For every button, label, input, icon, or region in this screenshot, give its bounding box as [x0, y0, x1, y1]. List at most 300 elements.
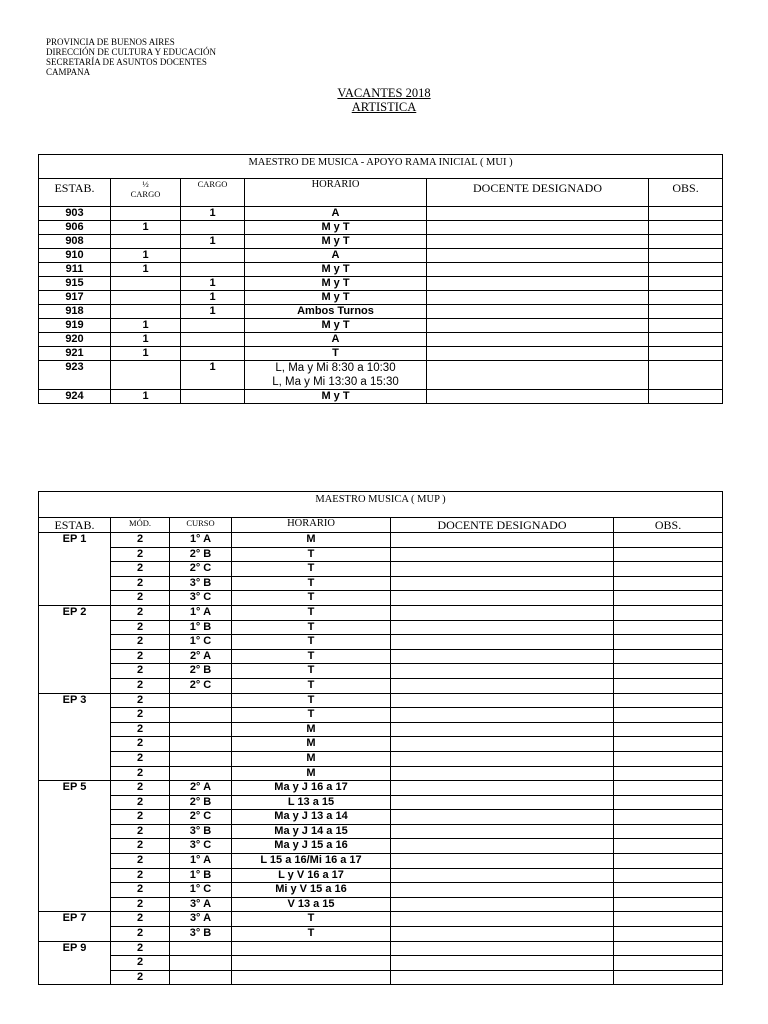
obs-cell	[649, 390, 723, 404]
table-row	[39, 591, 723, 606]
docente-cell	[427, 235, 649, 249]
col-obs: OBS.	[614, 518, 723, 533]
mod-cell: 2	[111, 781, 170, 796]
horario-cell: L 13 a 15	[232, 795, 391, 810]
half-cargo-cell	[111, 305, 181, 319]
curso-cell: 2° C	[170, 678, 232, 693]
obs-cell	[614, 970, 723, 985]
horario-cell: T	[232, 664, 391, 679]
obs-cell	[614, 839, 723, 854]
curso-cell: 1° C	[170, 883, 232, 898]
table-row	[39, 649, 723, 664]
table-row	[39, 207, 723, 221]
mod-cell: 2	[111, 766, 170, 781]
mod-cell: 2	[111, 547, 170, 562]
half-cargo-cell: 1	[111, 333, 181, 347]
curso-cell	[170, 693, 232, 708]
table-row	[39, 956, 723, 971]
mod-cell: 2	[111, 824, 170, 839]
docente-cell	[391, 562, 614, 577]
half-cargo-cell: 1	[111, 221, 181, 235]
docente-cell	[427, 361, 649, 390]
obs-cell	[614, 635, 723, 650]
table-row	[39, 941, 723, 956]
document-title	[0, 86, 768, 114]
horario-cell	[245, 277, 427, 291]
header-district: CAMPANA	[46, 67, 91, 77]
curso-cell	[170, 766, 232, 781]
curso-cell	[170, 956, 232, 971]
table-row	[39, 277, 723, 291]
mod-cell: 2	[111, 649, 170, 664]
docente-cell	[427, 319, 649, 333]
curso-cell: 3° B	[170, 824, 232, 839]
curso-cell: 2° A	[170, 781, 232, 796]
estab-cell: 917	[39, 291, 111, 305]
horario-line: M y T	[321, 390, 350, 402]
table-row	[39, 883, 723, 898]
curso-cell: 3° A	[170, 912, 232, 927]
horario-cell: V 13 a 15	[232, 897, 391, 912]
docente-cell	[427, 249, 649, 263]
table-row	[39, 912, 723, 927]
docente-cell	[391, 635, 614, 650]
horario-cell	[232, 956, 391, 971]
mod-cell: 2	[111, 883, 170, 898]
mup-body	[39, 533, 723, 985]
docente-cell	[391, 810, 614, 825]
header-secretary: SECRETARÍA DE ASUNTOS DOCENTES	[46, 57, 207, 67]
curso-cell: 1° B	[170, 620, 232, 635]
docente-cell	[427, 221, 649, 235]
obs-cell	[649, 235, 723, 249]
table-row	[39, 693, 723, 708]
cargo-cell	[181, 263, 245, 277]
docente-cell	[391, 956, 614, 971]
table-row	[39, 722, 723, 737]
mup-table	[38, 491, 723, 985]
title-line-2: ARTISTICA	[351, 100, 417, 114]
docente-cell	[427, 263, 649, 277]
mod-cell: 2	[111, 795, 170, 810]
cargo-cell	[181, 347, 245, 361]
col-docente: DOCENTE DESIGNADO	[391, 518, 614, 533]
cargo-cell: 1	[181, 361, 245, 390]
estab-cell: 903	[39, 207, 111, 221]
table-row	[39, 824, 723, 839]
mod-cell: 2	[111, 605, 170, 620]
docente-cell	[391, 678, 614, 693]
mod-cell: 2	[111, 678, 170, 693]
horario-cell: Ma y J 15 a 16	[232, 839, 391, 854]
table-row	[39, 576, 723, 591]
docente-cell	[391, 591, 614, 606]
horario-cell: Ma y J 16 a 17	[232, 781, 391, 796]
curso-cell	[170, 722, 232, 737]
col-estab: ESTAB.	[39, 518, 111, 533]
curso-cell	[170, 941, 232, 956]
curso-cell: 3° B	[170, 576, 232, 591]
curso-cell: 2° C	[170, 562, 232, 577]
docente-cell	[391, 605, 614, 620]
curso-cell	[170, 737, 232, 752]
docente-cell	[427, 347, 649, 361]
estab-cell: EP 1	[39, 533, 111, 606]
docente-cell	[391, 897, 614, 912]
horario-line: L, Ma y Mi 13:30 a 15:30	[272, 376, 399, 388]
table-row	[39, 839, 723, 854]
table-row	[39, 547, 723, 562]
obs-cell	[614, 562, 723, 577]
table-row	[39, 361, 723, 390]
obs-cell	[614, 620, 723, 635]
table-row	[39, 737, 723, 752]
col-horario: HORARIO	[245, 179, 427, 207]
mod-cell: 2	[111, 722, 170, 737]
mod-cell: 2	[111, 956, 170, 971]
col-horario: HORARIO	[232, 518, 391, 533]
docente-cell	[427, 305, 649, 319]
col-estab: ESTAB.	[39, 179, 111, 207]
curso-cell: 2° C	[170, 810, 232, 825]
horario-cell: T	[232, 620, 391, 635]
horario-cell	[245, 319, 427, 333]
horario-cell: Ma y J 13 a 14	[232, 810, 391, 825]
docente-cell	[391, 912, 614, 927]
docente-cell	[391, 576, 614, 591]
obs-cell	[649, 291, 723, 305]
horario-cell	[232, 941, 391, 956]
obs-cell	[614, 941, 723, 956]
curso-cell	[170, 970, 232, 985]
table-row	[39, 263, 723, 277]
horario-cell: T	[232, 591, 391, 606]
docente-cell	[391, 547, 614, 562]
mod-cell: 2	[111, 635, 170, 650]
table-row	[39, 533, 723, 548]
estab-cell: EP 2	[39, 605, 111, 693]
obs-cell	[614, 664, 723, 679]
curso-cell: 1° B	[170, 868, 232, 883]
horario-cell	[245, 333, 427, 347]
horario-cell: M	[232, 737, 391, 752]
docente-cell	[391, 781, 614, 796]
horario-line: A	[331, 333, 340, 345]
table-row	[39, 795, 723, 810]
curso-cell: 1° A	[170, 533, 232, 548]
table-row	[39, 235, 723, 249]
mod-cell: 2	[111, 868, 170, 883]
estab-cell: 915	[39, 277, 111, 291]
obs-cell	[614, 649, 723, 664]
cargo-cell: 1	[181, 235, 245, 249]
cargo-cell	[181, 221, 245, 235]
table-row	[39, 970, 723, 985]
cargo-cell: 1	[181, 277, 245, 291]
horario-line: M y T	[321, 263, 350, 275]
docente-cell	[391, 824, 614, 839]
table-row	[39, 319, 723, 333]
horario-cell: L 15 a 16/Mi 16 a 17	[232, 854, 391, 869]
col-docente: DOCENTE DESIGNADO	[427, 179, 649, 207]
table-row	[39, 664, 723, 679]
estab-cell: 906	[39, 221, 111, 235]
horario-line: T	[332, 347, 339, 359]
estab-cell: 908	[39, 235, 111, 249]
horario-cell	[245, 235, 427, 249]
obs-cell	[614, 897, 723, 912]
obs-cell	[649, 361, 723, 390]
mod-cell: 2	[111, 897, 170, 912]
header-province: PROVINCIA DE BUENOS AIRES	[46, 37, 175, 47]
col-half-label: CARGO	[130, 189, 161, 199]
table-row	[39, 333, 723, 347]
cargo-cell: 1	[181, 305, 245, 319]
obs-cell	[649, 207, 723, 221]
half-cargo-cell	[111, 235, 181, 249]
docente-cell	[427, 390, 649, 404]
obs-cell	[649, 305, 723, 319]
horario-cell	[245, 263, 427, 277]
curso-cell: 1° A	[170, 605, 232, 620]
docente-cell	[391, 927, 614, 942]
estab-cell: EP 5	[39, 781, 111, 912]
estab-cell: 920	[39, 333, 111, 347]
obs-cell	[614, 576, 723, 591]
title-line-1: VACANTES 2018	[337, 86, 431, 100]
mod-cell: 2	[111, 854, 170, 869]
half-cargo-cell	[111, 207, 181, 221]
estab-cell: 919	[39, 319, 111, 333]
obs-cell	[614, 766, 723, 781]
col-mod: MÓD.	[111, 518, 170, 533]
curso-cell: 2° B	[170, 795, 232, 810]
docente-cell	[427, 207, 649, 221]
cargo-cell	[181, 319, 245, 333]
estab-cell: 911	[39, 263, 111, 277]
horario-cell: T	[232, 678, 391, 693]
docente-cell	[427, 277, 649, 291]
docente-cell	[391, 722, 614, 737]
docente-cell	[391, 708, 614, 723]
table-row	[39, 897, 723, 912]
half-cargo-cell	[111, 361, 181, 390]
curso-cell: 2° A	[170, 649, 232, 664]
horario-cell: Mi y V 15 a 16	[232, 883, 391, 898]
table-row	[39, 635, 723, 650]
table-row	[39, 868, 723, 883]
mod-cell: 2	[111, 591, 170, 606]
docente-cell	[391, 620, 614, 635]
estab-cell: EP 9	[39, 941, 111, 985]
docente-cell	[391, 649, 614, 664]
mod-cell: 2	[111, 576, 170, 591]
table-row	[39, 305, 723, 319]
docente-cell	[391, 868, 614, 883]
docente-cell	[427, 291, 649, 305]
docente-cell	[391, 795, 614, 810]
curso-cell	[170, 751, 232, 766]
estab-cell: 923	[39, 361, 111, 390]
obs-cell	[614, 605, 723, 620]
obs-cell	[614, 722, 723, 737]
horario-line: M y T	[321, 319, 350, 331]
obs-cell	[614, 547, 723, 562]
obs-cell	[614, 678, 723, 693]
cargo-cell: 1	[181, 291, 245, 305]
table-row	[39, 620, 723, 635]
horario-cell: M	[232, 722, 391, 737]
horario-cell: T	[232, 635, 391, 650]
obs-cell	[614, 591, 723, 606]
mup-caption: MAESTRO MUSICA ( MUP )	[39, 492, 723, 518]
half-cargo-cell: 1	[111, 263, 181, 277]
obs-cell	[649, 249, 723, 263]
mod-cell: 2	[111, 737, 170, 752]
curso-cell: 1° C	[170, 635, 232, 650]
obs-cell	[614, 927, 723, 942]
obs-cell	[614, 868, 723, 883]
obs-cell	[614, 795, 723, 810]
col-obs: OBS.	[649, 179, 723, 207]
horario-cell	[245, 221, 427, 235]
col-half-symbol: ½	[142, 179, 149, 189]
curso-cell	[170, 708, 232, 723]
obs-cell	[614, 751, 723, 766]
half-cargo-cell: 1	[111, 319, 181, 333]
mod-cell: 2	[111, 620, 170, 635]
mod-cell: 2	[111, 941, 170, 956]
header-direction: DIRECCIÓN DE CULTURA Y EDUCACIÓN	[46, 47, 217, 57]
mui-caption: MAESTRO DE MUSICA - APOYO RAMA INICIAL ( MUI )	[39, 155, 723, 179]
table-row	[39, 751, 723, 766]
mod-cell: 2	[111, 693, 170, 708]
horario-line: A	[331, 249, 340, 261]
docente-cell	[391, 839, 614, 854]
horario-cell: T	[232, 927, 391, 942]
estab-cell: EP 3	[39, 693, 111, 781]
mod-cell: 2	[111, 533, 170, 548]
estab-cell: 924	[39, 390, 111, 404]
obs-cell	[649, 221, 723, 235]
table-row	[39, 390, 723, 404]
curso-cell: 2° B	[170, 547, 232, 562]
docente-cell	[391, 737, 614, 752]
table-row	[39, 854, 723, 869]
col-cargo: CARGO	[181, 179, 245, 207]
obs-cell	[614, 912, 723, 927]
curso-cell: 3° A	[170, 897, 232, 912]
table-row	[39, 605, 723, 620]
obs-cell	[614, 533, 723, 548]
table-row	[39, 291, 723, 305]
obs-cell	[614, 854, 723, 869]
horario-cell: Ma y J 14 a 15	[232, 824, 391, 839]
half-cargo-cell	[111, 291, 181, 305]
half-cargo-cell	[111, 277, 181, 291]
obs-cell	[614, 883, 723, 898]
horario-line: M y T	[321, 277, 350, 289]
obs-cell	[649, 277, 723, 291]
horario-cell: T	[232, 649, 391, 664]
curso-cell: 2° B	[170, 664, 232, 679]
horario-cell: M	[232, 533, 391, 548]
table-row	[39, 249, 723, 263]
mod-cell: 2	[111, 970, 170, 985]
table-row	[39, 678, 723, 693]
horario-line: M y T	[321, 221, 350, 233]
estab-cell: EP 7	[39, 912, 111, 941]
mod-cell: 2	[111, 810, 170, 825]
docente-cell	[391, 854, 614, 869]
cargo-cell	[181, 249, 245, 263]
horario-cell: T	[232, 547, 391, 562]
col-curso: CURSO	[170, 518, 232, 533]
docente-cell	[391, 970, 614, 985]
curso-cell: 1° A	[170, 854, 232, 869]
table-row	[39, 927, 723, 942]
obs-cell	[614, 956, 723, 971]
obs-cell	[614, 810, 723, 825]
docente-cell	[391, 883, 614, 898]
horario-cell	[232, 970, 391, 985]
curso-cell: 3° C	[170, 839, 232, 854]
docente-cell	[391, 664, 614, 679]
horario-cell: T	[232, 912, 391, 927]
cargo-cell	[181, 390, 245, 404]
mod-cell: 2	[111, 562, 170, 577]
obs-cell	[614, 708, 723, 723]
half-cargo-cell: 1	[111, 347, 181, 361]
estab-cell: 921	[39, 347, 111, 361]
horario-line: L, Ma y Mi 8:30 a 10:30	[275, 362, 396, 374]
horario-cell: M	[232, 751, 391, 766]
table-row	[39, 347, 723, 361]
col-half-cargo	[111, 179, 181, 207]
horario-cell: L y V 16 a 17	[232, 868, 391, 883]
cargo-cell: 1	[181, 207, 245, 221]
obs-cell	[614, 824, 723, 839]
horario-cell	[245, 249, 427, 263]
table-row	[39, 708, 723, 723]
curso-cell: 3° C	[170, 591, 232, 606]
table-row	[39, 562, 723, 577]
table-row	[39, 781, 723, 796]
mui-body	[39, 207, 723, 404]
mod-cell: 2	[111, 664, 170, 679]
docente-cell	[391, 693, 614, 708]
curso-cell: 3° B	[170, 927, 232, 942]
table-row	[39, 810, 723, 825]
obs-cell	[614, 781, 723, 796]
mui-table	[38, 154, 723, 404]
docente-cell	[391, 751, 614, 766]
horario-line: A	[331, 207, 340, 219]
horario-cell	[245, 390, 427, 404]
horario-cell	[245, 291, 427, 305]
horario-cell	[245, 347, 427, 361]
horario-cell: T	[232, 576, 391, 591]
horario-cell: M	[232, 766, 391, 781]
mod-cell: 2	[111, 708, 170, 723]
half-cargo-cell: 1	[111, 390, 181, 404]
half-cargo-cell: 1	[111, 249, 181, 263]
docente-cell	[391, 941, 614, 956]
horario-cell	[245, 305, 427, 319]
mod-cell: 2	[111, 839, 170, 854]
horario-line: M y T	[321, 235, 350, 247]
horario-line: Ambos Turnos	[297, 305, 374, 317]
